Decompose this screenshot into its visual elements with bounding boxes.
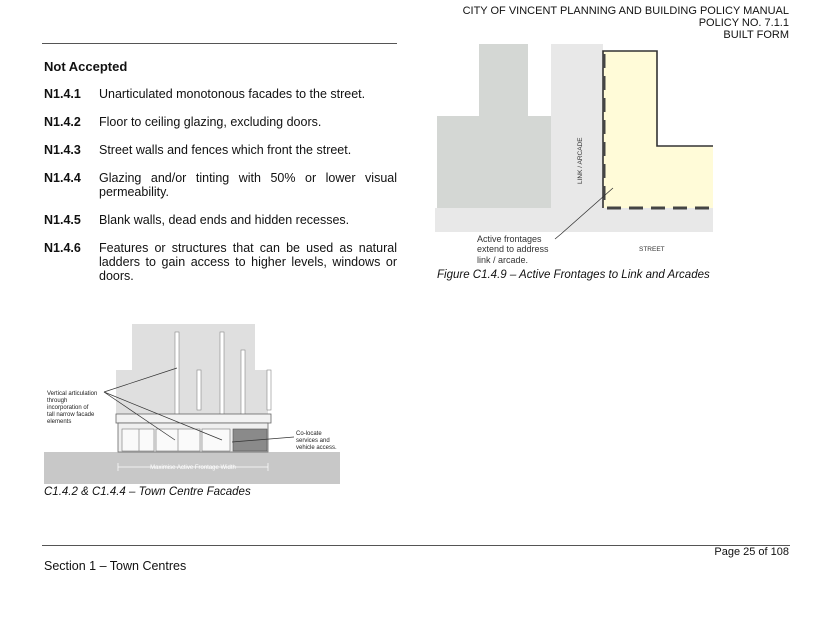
item-code: N1.4.4 bbox=[44, 171, 81, 185]
footer-section: Section 1 – Town Centres bbox=[44, 559, 187, 573]
annotation-line: tall narrow facade bbox=[47, 412, 95, 418]
section-heading: Not Accepted bbox=[44, 59, 128, 74]
town-centre-facades-diagram bbox=[44, 322, 340, 484]
list-item bbox=[44, 143, 397, 158]
figure-caption-right: Figure C1.4.9 – Active Frontages to Link and Arcades bbox=[437, 269, 710, 281]
item-text: Unarticulated monotonous facades to the street. bbox=[99, 87, 366, 101]
header-rule bbox=[42, 43, 397, 44]
item-text: Features or structures that can be used as natural ladders to gain access to higher levels, windows or doors. bbox=[99, 241, 397, 283]
street-label: STREET bbox=[639, 246, 665, 253]
annotation-line: incorporation of bbox=[47, 405, 89, 411]
vertical-fin bbox=[197, 370, 201, 410]
annotation-line: extend to address bbox=[477, 244, 549, 254]
vertical-fin bbox=[175, 332, 179, 418]
item-code: N1.4.1 bbox=[44, 87, 81, 101]
document-header bbox=[463, 5, 789, 41]
annotation-line: elements bbox=[47, 419, 72, 425]
item-text: Glazing and/or tinting with 50% or lower visual permeability. bbox=[99, 171, 397, 199]
annotation-line: vehicle access. bbox=[296, 445, 337, 451]
item-code: N1.4.6 bbox=[44, 241, 81, 255]
figure-caption-left: C1.4.2 & C1.4.4 – Town Centre Facades bbox=[44, 486, 251, 498]
annotation-line: link / arcade. bbox=[477, 255, 529, 265]
header-manual-title: CITY OF VINCENT PLANNING AND BUILDING POLICY MANUAL bbox=[462, 5, 789, 17]
list-item bbox=[44, 115, 397, 130]
item-code: N1.4.5 bbox=[44, 213, 81, 227]
annotation-line: Vertical articulation bbox=[47, 391, 98, 397]
header-section-title: BUILT FORM bbox=[723, 29, 789, 41]
item-text: Street walls and fences which front the street. bbox=[99, 143, 352, 157]
item-code: N1.4.2 bbox=[44, 115, 81, 129]
services-door bbox=[233, 429, 267, 451]
header-policy-number: POLICY NO. 7.1.1 bbox=[698, 17, 789, 29]
active-frontages-diagram bbox=[435, 44, 715, 266]
annotation-line: Co-locate bbox=[296, 431, 322, 437]
vertical-fin bbox=[267, 370, 271, 410]
page-number: Page 25 of 108 bbox=[714, 546, 789, 558]
annotation-line: services and bbox=[296, 438, 330, 444]
list-item bbox=[44, 171, 397, 201]
annotation-line: through bbox=[47, 398, 68, 404]
vertical-fin bbox=[220, 332, 224, 418]
footer-rule bbox=[42, 545, 790, 546]
vertical-fin bbox=[241, 350, 245, 418]
podium-awning bbox=[116, 414, 271, 423]
street-strip bbox=[435, 208, 713, 232]
list-item bbox=[44, 241, 397, 285]
item-text: Floor to ceiling glazing, excluding doors. bbox=[99, 115, 322, 129]
list-item bbox=[44, 213, 397, 228]
item-code: N1.4.3 bbox=[44, 143, 81, 157]
item-text: Blank walls, dead ends and hidden recesses. bbox=[99, 213, 350, 227]
annotation-line: Active frontages bbox=[477, 234, 542, 244]
dimension-label: Maximise Active Frontage Width bbox=[150, 465, 236, 471]
list-item bbox=[44, 87, 397, 102]
link-arcade-label: LINK / ARCADE bbox=[577, 137, 584, 184]
